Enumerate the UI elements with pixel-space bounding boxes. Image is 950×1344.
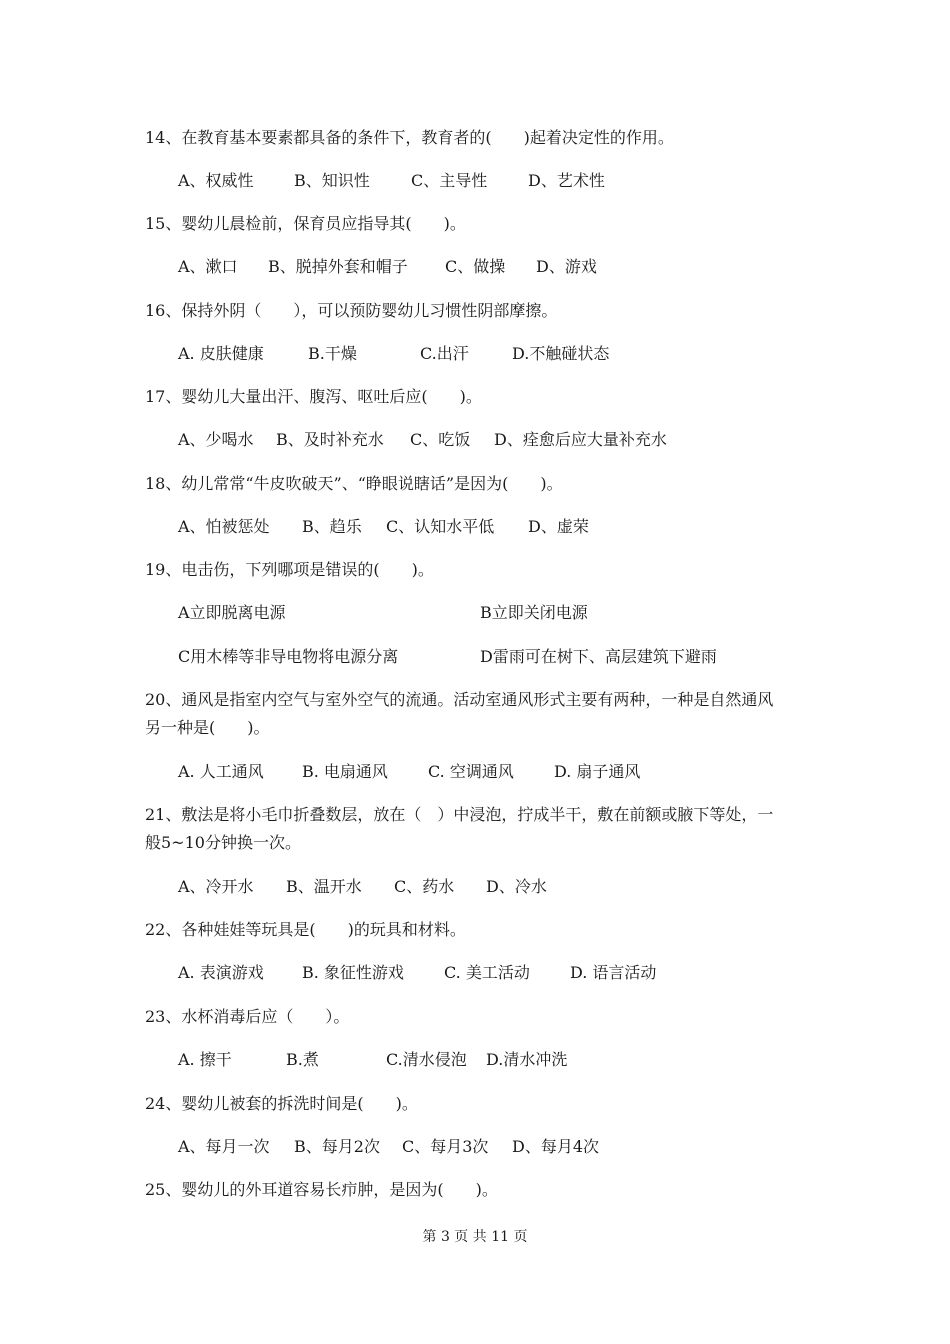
option-d: D、艺术性: [528, 171, 605, 190]
question-21-stem-continued: 般5~10分钟换一次。: [145, 833, 301, 852]
question-20-stem: 20、通风是指室内空气与室外空气的流通。活动室通风形式主要有两种，一种是自然通风: [145, 690, 774, 709]
option-c: C、认知水平低: [386, 517, 495, 536]
option-d: D、虚荣: [528, 517, 589, 536]
option-a: A. 表演游戏: [178, 963, 264, 982]
question-17-stem: 17、婴幼儿大量出汗、腹泻、呕吐后应( )。: [145, 387, 482, 406]
option-a: A、权威性: [178, 171, 254, 190]
question-15-stem: 15、婴幼儿晨检前，保育员应指导其( )。: [145, 214, 466, 233]
option-a: A. 擦干: [178, 1050, 232, 1069]
question-14-options: [178, 171, 778, 191]
option-b: B、知识性: [294, 171, 370, 190]
option-b: B、温开水: [286, 877, 362, 896]
option-c: C、药水: [394, 877, 455, 896]
option-c: C、吃饭: [410, 430, 471, 449]
option-b: B、趋乐: [302, 517, 362, 536]
option-c: C、做操: [445, 257, 506, 276]
question-20-stem-continued: 另一种是( )。: [145, 718, 270, 737]
option-d: D. 扇子通风: [554, 762, 641, 781]
option-c: C.出汗: [420, 344, 469, 363]
question-15-options: [178, 257, 778, 277]
option-a: A立即脱离电源: [178, 603, 286, 622]
question-17-options: [178, 430, 778, 450]
question-25-stem: 25、婴幼儿的外耳道容易长疖肿，是因为( )。: [145, 1180, 498, 1199]
question-19-options-row2: [178, 647, 778, 667]
question-22-stem: 22、各种娃娃等玩具是( )的玩具和材料。: [145, 920, 466, 939]
option-b: B立即关闭电源: [480, 603, 588, 622]
page-footer: 第 3 页 共 11 页: [422, 1229, 528, 1245]
option-d: D、游戏: [536, 257, 597, 276]
option-d: D、痊愈后应大量补充水: [494, 430, 667, 449]
question-20-options: [178, 762, 778, 782]
option-b: B.煮: [286, 1050, 319, 1069]
question-24-stem: 24、婴幼儿被套的拆洗时间是( )。: [145, 1094, 418, 1113]
option-b: B. 电扇通风: [302, 762, 388, 781]
question-24-options: [178, 1137, 778, 1157]
option-b: B.干燥: [308, 344, 357, 363]
option-d: D雷雨可在树下、高层建筑下避雨: [480, 647, 717, 666]
question-18-stem: 18、幼儿常常“牛皮吹破天”、“睁眼说瞎话”是因为( )。: [145, 474, 563, 493]
question-18-options: [178, 517, 778, 537]
option-a: A. 皮肤健康: [178, 344, 264, 363]
question-23-options: [178, 1050, 778, 1070]
option-a: A、冷开水: [178, 877, 254, 896]
option-a: A、少喝水: [178, 430, 254, 449]
option-d: D、每月4次: [512, 1137, 600, 1156]
option-d: D.不触碰状态: [512, 344, 610, 363]
question-23-stem: 23、水杯消毒后应（ ）。: [145, 1007, 350, 1026]
option-c: C.清水侵泡: [386, 1050, 467, 1069]
question-22-options: [178, 963, 778, 983]
option-b: B. 象征性游戏: [302, 963, 404, 982]
option-a: A、漱口: [178, 257, 238, 276]
option-c: C、主导性: [411, 171, 488, 190]
option-b: B、每月2次: [294, 1137, 380, 1156]
option-a: A、怕被惩处: [178, 517, 270, 536]
option-c: C用木棒等非导电物将电源分离: [178, 647, 399, 666]
question-19-stem: 19、电击伤，下列哪项是错误的( )。: [145, 560, 434, 579]
option-b: B、脱掉外套和帽子: [268, 257, 408, 276]
question-19-options-row1: [178, 603, 778, 623]
option-d: D、冷水: [486, 877, 547, 896]
option-c: C、每月3次: [402, 1137, 489, 1156]
option-c: C. 美工活动: [444, 963, 530, 982]
option-a: A. 人工通风: [178, 762, 264, 781]
option-c: C. 空调通风: [428, 762, 514, 781]
option-a: A、每月一次: [178, 1137, 270, 1156]
question-16-stem: 16、保持外阴（ ），可以预防婴幼儿习惯性阴部摩擦。: [145, 301, 558, 320]
option-d: D. 语言活动: [570, 963, 657, 982]
question-21-options: [178, 877, 778, 897]
option-d: D.清水冲洗: [486, 1050, 568, 1069]
question-21-stem: 21、敷法是将小毛巾折叠数层，放在（ ）中浸泡，拧成半干，敷在前额或腋下等处，一: [145, 805, 774, 824]
question-16-options: [178, 344, 778, 364]
option-b: B、及时补充水: [276, 430, 384, 449]
question-14-stem: 14、在教育基本要素都具备的条件下，教育者的( )起着决定性的作用。: [145, 128, 674, 147]
